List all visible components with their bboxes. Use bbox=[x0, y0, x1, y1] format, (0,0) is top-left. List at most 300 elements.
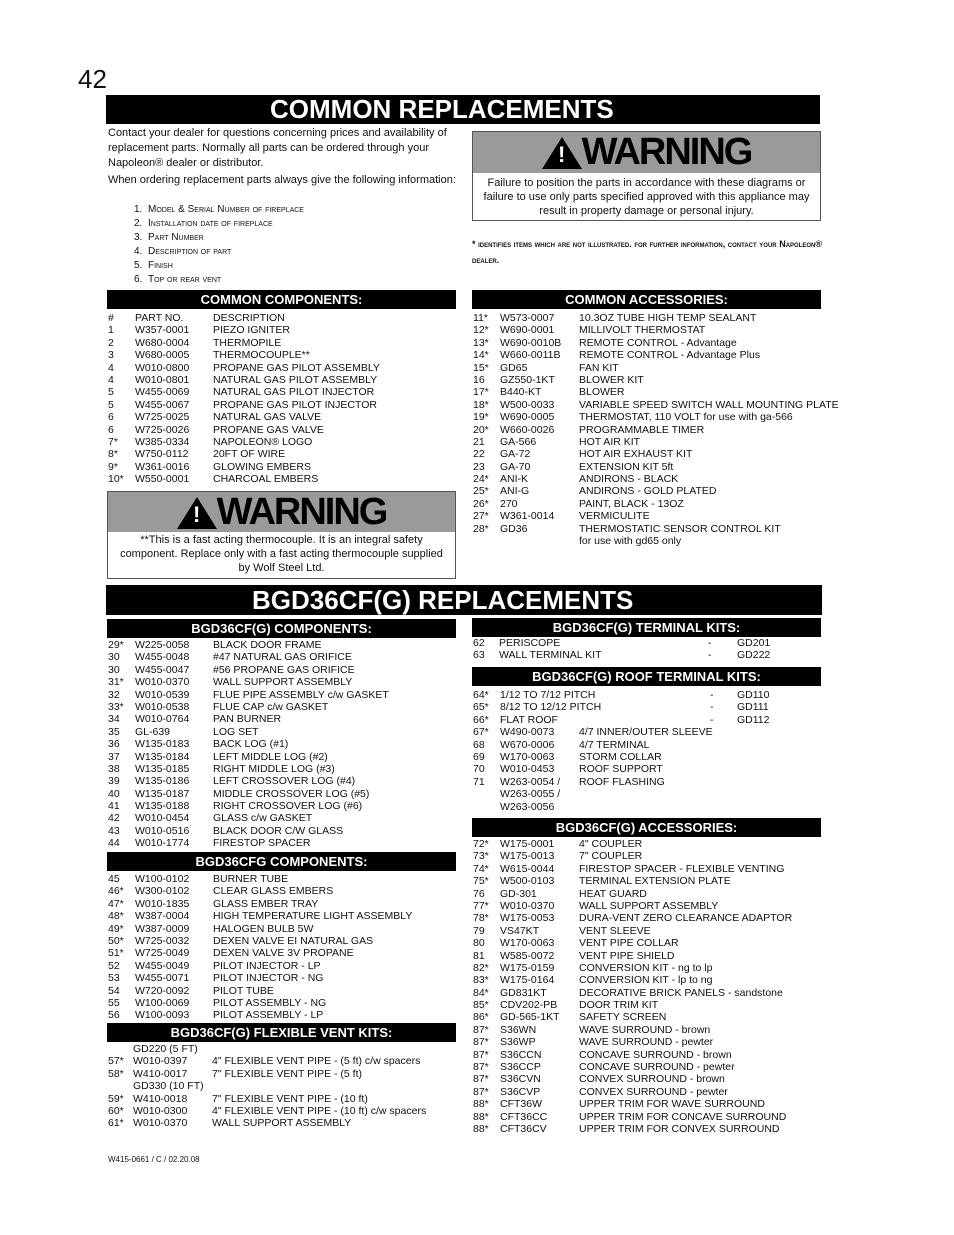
table-row bbox=[107, 1093, 456, 1105]
intro-paragraph-1: Contact your dealer for questions concerning prices and availability of replacement parts. Normally all parts can be ordered through your Napoleon® dealer or distributor. bbox=[108, 127, 447, 169]
table-row bbox=[107, 448, 456, 460]
table-cell: 20* bbox=[473, 423, 489, 436]
table-cell: GD831KT bbox=[500, 986, 547, 999]
table-cell: LEFT CROSSOVER LOG (#4) bbox=[213, 775, 356, 788]
table-row bbox=[472, 726, 821, 738]
table-cell: UPPER TRIM FOR WAVE SURROUND bbox=[579, 1098, 765, 1111]
terminal-kits-section bbox=[472, 618, 821, 637]
section-header: COMMON COMPONENTS: bbox=[107, 290, 456, 309]
table-cell: 63 bbox=[473, 649, 485, 662]
table-row bbox=[107, 1043, 456, 1055]
table-cell: 58* bbox=[108, 1067, 124, 1080]
table-cell: THERMOCOUPLE** bbox=[213, 349, 310, 362]
table-cell: GA-70 bbox=[500, 460, 531, 473]
table-row bbox=[107, 812, 456, 824]
table-cell: 64* bbox=[473, 689, 489, 701]
table-cell: 59* bbox=[108, 1092, 124, 1105]
table-cell: 6 bbox=[108, 411, 114, 424]
table-cell: W263-0055 / bbox=[500, 788, 561, 801]
table-cell: 78* bbox=[473, 912, 489, 925]
table-cell: 53 bbox=[108, 972, 120, 985]
table-cell: NAPOLEON® LOGO bbox=[213, 435, 313, 448]
table-row bbox=[107, 689, 456, 701]
table-row bbox=[107, 337, 456, 349]
table-row bbox=[472, 324, 832, 336]
table-cell: 22 bbox=[473, 448, 485, 461]
table-cell: 50* bbox=[108, 934, 124, 947]
table-cell: W170-0063 bbox=[500, 750, 555, 763]
table-cell: 4/7 TERMINAL bbox=[579, 738, 650, 751]
table-cell: 84* bbox=[473, 986, 489, 999]
table-row bbox=[107, 473, 456, 485]
warning-header: ! WARNING bbox=[473, 132, 820, 173]
table-cell: 17* bbox=[473, 386, 489, 399]
table-row bbox=[472, 1036, 832, 1048]
table-row bbox=[472, 763, 821, 775]
section-header: BGD36CF(G) ROOF TERMINAL KITS: bbox=[472, 667, 821, 686]
table-cell: STORM COLLAR bbox=[579, 750, 662, 763]
table-row bbox=[472, 1024, 832, 1036]
table-cell: 10* bbox=[108, 473, 124, 486]
table-cell: ROOF SUPPORT bbox=[579, 763, 663, 776]
table-cell: 79 bbox=[473, 924, 485, 937]
table-cell: W660-0011B bbox=[500, 349, 561, 362]
table-cell: 7" FLEXIBLE VENT PIPE - (5 ft) bbox=[212, 1067, 362, 1080]
table-cell: PILOT ASSEMBLY - LP bbox=[213, 1009, 324, 1022]
table-cell: PILOT INJECTOR - LP bbox=[213, 959, 321, 972]
table-cell: NATURAL GAS PILOT INJECTOR bbox=[213, 386, 375, 399]
table-cell: FAN KIT bbox=[579, 361, 619, 374]
table-row bbox=[472, 950, 832, 962]
table-cell: 33* bbox=[108, 700, 124, 713]
table-row bbox=[107, 960, 456, 972]
table-cell: GD201 bbox=[737, 637, 771, 649]
table-cell: 3 bbox=[108, 349, 114, 362]
common-components-section bbox=[107, 290, 456, 309]
table-cell: W135-0186 bbox=[135, 775, 190, 788]
table-cell: W490-0073 bbox=[500, 726, 555, 739]
table-row bbox=[107, 985, 456, 997]
table-row bbox=[472, 974, 832, 986]
table-cell: SAFETY SCREEN bbox=[579, 1011, 667, 1024]
table-row bbox=[107, 910, 456, 922]
table-cell: W455-0047 bbox=[135, 663, 190, 676]
table-cell: W550-0001 bbox=[135, 473, 190, 486]
footnote: * identifies items which are not illustrated. for further information, contact your Napoleon® dealer. bbox=[472, 239, 822, 265]
warning-triangle-icon: ! bbox=[542, 137, 582, 167]
table-cell: PIEZO IGNITER bbox=[213, 324, 291, 337]
table-cell: 73* bbox=[473, 850, 489, 863]
table-cell: W690-0001 bbox=[500, 324, 555, 337]
table-cell: 66* bbox=[473, 713, 489, 726]
table-cell: W010-0516 bbox=[135, 824, 190, 837]
table-cell: W175-0001 bbox=[500, 838, 555, 850]
table-row bbox=[472, 461, 832, 473]
table-cell: CONVERSION KIT - lp to ng bbox=[579, 974, 713, 987]
table-cell: BURNER TUBE bbox=[213, 873, 289, 885]
section-header: COMMON ACCESSORIES: bbox=[472, 290, 821, 309]
table-cell: 34 bbox=[108, 713, 120, 726]
table-row bbox=[107, 885, 456, 897]
order-info-item: 5. Finish bbox=[134, 260, 173, 271]
table-row bbox=[472, 1123, 832, 1135]
table-cell: 42 bbox=[108, 812, 120, 825]
table-cell: CFT36W bbox=[500, 1098, 542, 1111]
table-cell: 46* bbox=[108, 885, 124, 898]
table-cell: W225-0058 bbox=[135, 639, 190, 651]
table-cell: 4 bbox=[108, 361, 114, 374]
table-cell: PAINT, BLACK - 13OZ bbox=[579, 497, 684, 510]
table-row bbox=[107, 1080, 456, 1092]
table-row bbox=[472, 523, 832, 535]
table-row bbox=[472, 362, 832, 374]
table-cell: 55 bbox=[108, 996, 120, 1009]
table-cell: W010-0538 bbox=[135, 700, 190, 713]
section-header: BGD36CF(G) COMPONENTS: bbox=[107, 619, 456, 638]
table-row bbox=[107, 825, 456, 837]
table-cell: 4" FLEXIBLE VENT PIPE - (10 ft) c/w spacers bbox=[212, 1104, 427, 1117]
table-cell: NATURAL GAS VALVE bbox=[213, 411, 322, 424]
table-row bbox=[107, 349, 456, 361]
table-cell: 38 bbox=[108, 762, 120, 775]
table-row bbox=[472, 875, 832, 887]
table-cell: W720-0092 bbox=[135, 984, 190, 997]
table-cell: 4" FLEXIBLE VENT PIPE - (5 ft) c/w spacers bbox=[212, 1055, 421, 1068]
section-header: BGD36CF(G) FLEXIBLE VENT KITS: bbox=[107, 1023, 456, 1042]
table-cell: BLACK DOOR FRAME bbox=[213, 639, 322, 651]
table-cell: FIRESTOP SPACER bbox=[213, 837, 311, 850]
table-cell: UPPER TRIM FOR CONVEX SURROUND bbox=[579, 1122, 780, 1135]
table-cell: CLEAR GLASS EMBERS bbox=[213, 885, 334, 898]
table-cell: WAVE SURROUND - brown bbox=[579, 1023, 711, 1036]
table-cell: WALL SUPPORT ASSEMBLY bbox=[212, 1117, 352, 1130]
table-row bbox=[472, 937, 832, 949]
table-cell: W573-0007 bbox=[500, 312, 555, 324]
table-cell: 20FT OF WIRE bbox=[213, 448, 286, 461]
table-row bbox=[472, 801, 821, 813]
table-cell: W175-0013 bbox=[500, 850, 555, 863]
table-cell: W410-0018 bbox=[133, 1092, 188, 1105]
table-cell: ANI-G bbox=[500, 485, 530, 498]
table-row bbox=[472, 436, 832, 448]
table-row bbox=[107, 788, 456, 800]
table-cell: - bbox=[710, 689, 714, 701]
table-cell: 11* bbox=[473, 312, 488, 324]
table-cell: W387-0009 bbox=[135, 922, 190, 935]
table-row bbox=[472, 714, 821, 726]
table-cell: S36WN bbox=[500, 1023, 537, 1036]
table-row bbox=[107, 411, 456, 423]
table-cell: ANDIRONS - GOLD PLATED bbox=[579, 485, 717, 498]
table-cell: W010-0801 bbox=[135, 373, 190, 386]
table-cell: W690-0005 bbox=[500, 411, 555, 424]
table-cell: 41 bbox=[108, 800, 120, 813]
table-cell: DEXEN VALVE 3V PROPANE bbox=[213, 947, 354, 960]
table-cell: 67* bbox=[473, 726, 489, 739]
table-row bbox=[472, 424, 832, 436]
table-cell: PILOT TUBE bbox=[213, 984, 274, 997]
table-cell: W385-0334 bbox=[135, 435, 190, 448]
table-cell: W725-0049 bbox=[135, 947, 190, 960]
table-cell: HEAT GUARD bbox=[579, 887, 647, 900]
table-row bbox=[472, 888, 832, 900]
table-cell: 52 bbox=[108, 959, 120, 972]
common-accessories-table bbox=[472, 312, 839, 548]
table-cell: MIDDLE CROSSOVER LOG (#5) bbox=[213, 787, 370, 800]
table-cell: S36CVP bbox=[500, 1085, 541, 1098]
table-cell: GD222 bbox=[737, 649, 771, 662]
table-cell: VENT SLEEVE bbox=[579, 924, 651, 937]
table-cell: 77* bbox=[473, 899, 489, 912]
table-cell: W010-0764 bbox=[135, 713, 190, 726]
table-cell: 31* bbox=[108, 676, 124, 689]
table-cell: GZ550-1KT bbox=[500, 373, 555, 386]
table-row bbox=[472, 337, 832, 349]
order-info-item: 4. Description of part bbox=[134, 246, 232, 257]
common-accessories-section bbox=[472, 290, 821, 309]
table-cell: 5 bbox=[108, 386, 114, 399]
table-cell: W357-0001 bbox=[135, 324, 190, 337]
table-cell: GLASS c/w GASKET bbox=[213, 812, 313, 825]
table-cell: LEFT MIDDLE LOG (#2) bbox=[213, 750, 328, 763]
table-cell: 30 bbox=[108, 651, 120, 664]
table-cell: LOG SET bbox=[213, 725, 259, 738]
table-row bbox=[107, 651, 456, 663]
table-cell: BACK LOG (#1) bbox=[213, 738, 289, 751]
order-info-item: 6. Top or rear vent bbox=[134, 274, 222, 285]
table-cell: W010-0453 bbox=[500, 763, 555, 776]
table-row bbox=[472, 739, 821, 751]
table-row bbox=[472, 448, 832, 460]
table-cell: BLOWER bbox=[579, 386, 625, 399]
table-cell: 74* bbox=[473, 862, 489, 875]
table-row bbox=[107, 873, 456, 885]
bgd-components-table bbox=[107, 639, 456, 850]
order-info-item: 3. Part Number bbox=[134, 232, 204, 243]
table-cell: W010-0370 bbox=[135, 676, 190, 689]
order-info-item: 2. Installation date of fireplace bbox=[134, 218, 273, 229]
table-cell: 19* bbox=[473, 411, 489, 424]
table-cell: W135-0183 bbox=[135, 738, 190, 751]
table-row bbox=[472, 850, 832, 862]
page-number: 42 bbox=[78, 64, 107, 94]
table-cell: 30 bbox=[108, 663, 120, 676]
table-row bbox=[107, 664, 456, 676]
flex-vent-section bbox=[107, 1023, 456, 1042]
table-row bbox=[472, 1011, 832, 1023]
table-cell: 7" COUPLER bbox=[579, 850, 643, 863]
terminal-kits-table bbox=[472, 637, 821, 662]
table-cell: GD112 bbox=[737, 713, 770, 726]
table-cell: PILOT ASSEMBLY - NG bbox=[213, 996, 327, 1009]
bgdcfg-components-table bbox=[107, 873, 456, 1022]
table-cell: 25* bbox=[473, 485, 489, 498]
table-cell: 35 bbox=[108, 725, 120, 738]
table-cell: 40 bbox=[108, 787, 120, 800]
table-row bbox=[107, 738, 456, 750]
order-info-item: 1. Model & Serial Number of fireplace bbox=[134, 204, 304, 215]
table-row bbox=[107, 1117, 456, 1129]
table-cell: 68 bbox=[473, 738, 485, 751]
table-cell: #47 NATURAL GAS ORIFICE bbox=[213, 651, 352, 664]
table-cell: W135-0187 bbox=[135, 787, 190, 800]
table-cell: 82* bbox=[473, 961, 489, 974]
table-cell: 69 bbox=[473, 750, 485, 763]
table-cell: PAN BURNER bbox=[213, 713, 282, 726]
table-cell: TERMINAL EXTENSION PLATE bbox=[579, 875, 731, 888]
table-cell: 65* bbox=[473, 701, 489, 714]
table-cell: BLOWER KIT bbox=[579, 373, 644, 386]
table-cell: 6 bbox=[108, 423, 114, 436]
table-row bbox=[472, 1111, 832, 1123]
table-cell: 76 bbox=[473, 887, 485, 900]
document-code: W415-0661 / C / 02.20.08 bbox=[108, 1155, 200, 1164]
table-row bbox=[472, 1098, 832, 1110]
table-cell: 43 bbox=[108, 824, 120, 837]
table-cell: CFT36CC bbox=[500, 1110, 548, 1123]
table-cell: RIGHT CROSSOVER LOG (#6) bbox=[213, 800, 363, 813]
section-header: BGD36CFG COMPONENTS: bbox=[107, 852, 456, 871]
table-row bbox=[107, 1068, 456, 1080]
table-row bbox=[107, 837, 456, 849]
table-cell: 7" FLEXIBLE VENT PIPE - (10 ft) bbox=[212, 1092, 368, 1105]
table-cell: 83* bbox=[473, 974, 489, 987]
table-cell: GD-301 bbox=[500, 887, 537, 900]
table-row bbox=[472, 925, 832, 937]
table-cell: FIRESTOP SPACER - FLEXIBLE VENTING bbox=[579, 862, 785, 875]
table-cell: CONVEX SURROUND - brown bbox=[579, 1073, 725, 1086]
table-cell: - bbox=[710, 701, 714, 714]
table-cell: EXTENSION KIT 5ft bbox=[579, 460, 674, 473]
table-cell: 8* bbox=[108, 448, 118, 461]
table-row bbox=[107, 701, 456, 713]
table-cell: GD-565-1KT bbox=[500, 1011, 560, 1024]
table-cell: W175-0159 bbox=[500, 961, 555, 974]
table-cell: GL-639 bbox=[135, 725, 171, 738]
table-cell: HIGH TEMPERATURE LIGHT ASSEMBLY bbox=[213, 910, 413, 923]
table-row bbox=[107, 1105, 456, 1117]
table-row bbox=[472, 473, 832, 485]
table-cell: W455-0069 bbox=[135, 386, 190, 399]
table-cell: W680-0005 bbox=[135, 349, 190, 362]
table-cell: WALL SUPPORT ASSEMBLY bbox=[579, 899, 719, 912]
table-cell: VENT PIPE SHIELD bbox=[579, 949, 675, 962]
table-cell: W500-0033 bbox=[500, 398, 555, 411]
table-cell: PILOT INJECTOR - NG bbox=[213, 972, 324, 985]
table-cell: RIGHT MIDDLE LOG (#3) bbox=[213, 762, 335, 775]
table-cell: 48* bbox=[108, 910, 124, 923]
table-cell: W170-0063 bbox=[500, 937, 555, 950]
table-cell: 87* bbox=[473, 1085, 489, 1098]
table-cell: S36CCP bbox=[500, 1061, 541, 1074]
table-cell: W010-0370 bbox=[500, 899, 555, 912]
table-row bbox=[472, 637, 821, 649]
common-components-table bbox=[107, 312, 456, 485]
table-cell: W455-0071 bbox=[135, 972, 190, 985]
table-cell: 2 bbox=[108, 336, 114, 349]
table-row bbox=[107, 763, 456, 775]
table-cell: GD65 bbox=[500, 361, 528, 374]
table-cell: REMOTE CONTROL - Advantage bbox=[579, 336, 737, 349]
table-row bbox=[107, 751, 456, 763]
table-cell: HOT AIR KIT bbox=[579, 435, 641, 448]
table-cell: 37 bbox=[108, 750, 120, 763]
table-cell: 71 bbox=[473, 775, 485, 788]
table-row bbox=[107, 676, 456, 688]
table-row bbox=[472, 689, 821, 701]
table-cell: 51* bbox=[108, 947, 124, 960]
order-info-list bbox=[134, 203, 304, 287]
table-cell: 4/7 INNER/OUTER SLEEVE bbox=[579, 726, 713, 739]
table-row bbox=[472, 912, 832, 924]
table-row bbox=[472, 510, 832, 522]
table-cell: 88* bbox=[473, 1110, 489, 1123]
table-cell: PERISCOPE bbox=[499, 637, 561, 649]
table-cell: 49* bbox=[108, 922, 124, 935]
table-cell: GD110 bbox=[737, 689, 770, 701]
table-cell: PROPANE GAS VALVE bbox=[213, 423, 324, 436]
table-cell: DESCRIPTION bbox=[213, 312, 285, 324]
table-row bbox=[107, 639, 456, 651]
table-cell: 87* bbox=[473, 1061, 489, 1074]
table-row bbox=[472, 386, 832, 398]
table-cell: W010-0300 bbox=[133, 1104, 188, 1117]
table-cell: DECORATIVE BRICK PANELS - sandstone bbox=[579, 986, 783, 999]
table-row bbox=[107, 972, 456, 984]
table-row bbox=[472, 374, 832, 386]
table-row bbox=[107, 1055, 456, 1067]
table-cell: W010-1835 bbox=[135, 897, 190, 910]
table-row bbox=[472, 1061, 832, 1073]
section-header: BGD36CF(G) TERMINAL KITS: bbox=[472, 618, 821, 637]
table-cell: 87* bbox=[473, 1048, 489, 1061]
table-cell: CONVEX SURROUND - pewter bbox=[579, 1085, 728, 1098]
table-cell: 47* bbox=[108, 897, 124, 910]
table-row bbox=[107, 923, 456, 935]
table-cell: 87* bbox=[473, 1023, 489, 1036]
table-cell: 9* bbox=[108, 460, 118, 473]
section-header: BGD36CF(G) ACCESSORIES: bbox=[472, 818, 821, 837]
table-cell: CONCAVE SURROUND - brown bbox=[579, 1048, 732, 1061]
table-row bbox=[472, 1049, 832, 1061]
table-cell: W660-0026 bbox=[500, 423, 555, 436]
table-cell: GD220 (5 FT) bbox=[133, 1043, 198, 1055]
table-cell: 15* bbox=[473, 361, 489, 374]
table-cell: PART NO. bbox=[135, 312, 184, 324]
table-cell: W725-0032 bbox=[135, 934, 190, 947]
table-cell: W670-0006 bbox=[500, 738, 555, 751]
table-cell: VS47KT bbox=[500, 924, 540, 937]
warning-box-positioning bbox=[472, 131, 821, 221]
table-cell: 26* bbox=[473, 497, 489, 510]
table-row bbox=[472, 535, 832, 547]
table-cell: NATURAL GAS PILOT ASSEMBLY bbox=[213, 373, 378, 386]
table-cell: W300-0102 bbox=[135, 885, 190, 898]
table-cell: GA-566 bbox=[500, 435, 537, 448]
table-cell: DURA-VENT ZERO CLEARANCE ADAPTOR bbox=[579, 912, 793, 925]
table-row bbox=[107, 713, 456, 725]
table-cell: 56 bbox=[108, 1009, 120, 1022]
table-cell: S36CCN bbox=[500, 1048, 542, 1061]
table-row bbox=[472, 962, 832, 974]
bgd-replacements-banner: BGD36CF(G) REPLACEMENTS bbox=[106, 585, 822, 615]
table-cell: 57* bbox=[108, 1055, 124, 1068]
table-cell: 88* bbox=[473, 1098, 489, 1111]
table-cell: W010-0454 bbox=[135, 812, 190, 825]
table-cell: WALL SUPPORT ASSEMBLY bbox=[213, 676, 353, 689]
table-cell: ANDIRONS - BLACK bbox=[579, 473, 679, 486]
table-cell: W010-1774 bbox=[135, 837, 190, 850]
